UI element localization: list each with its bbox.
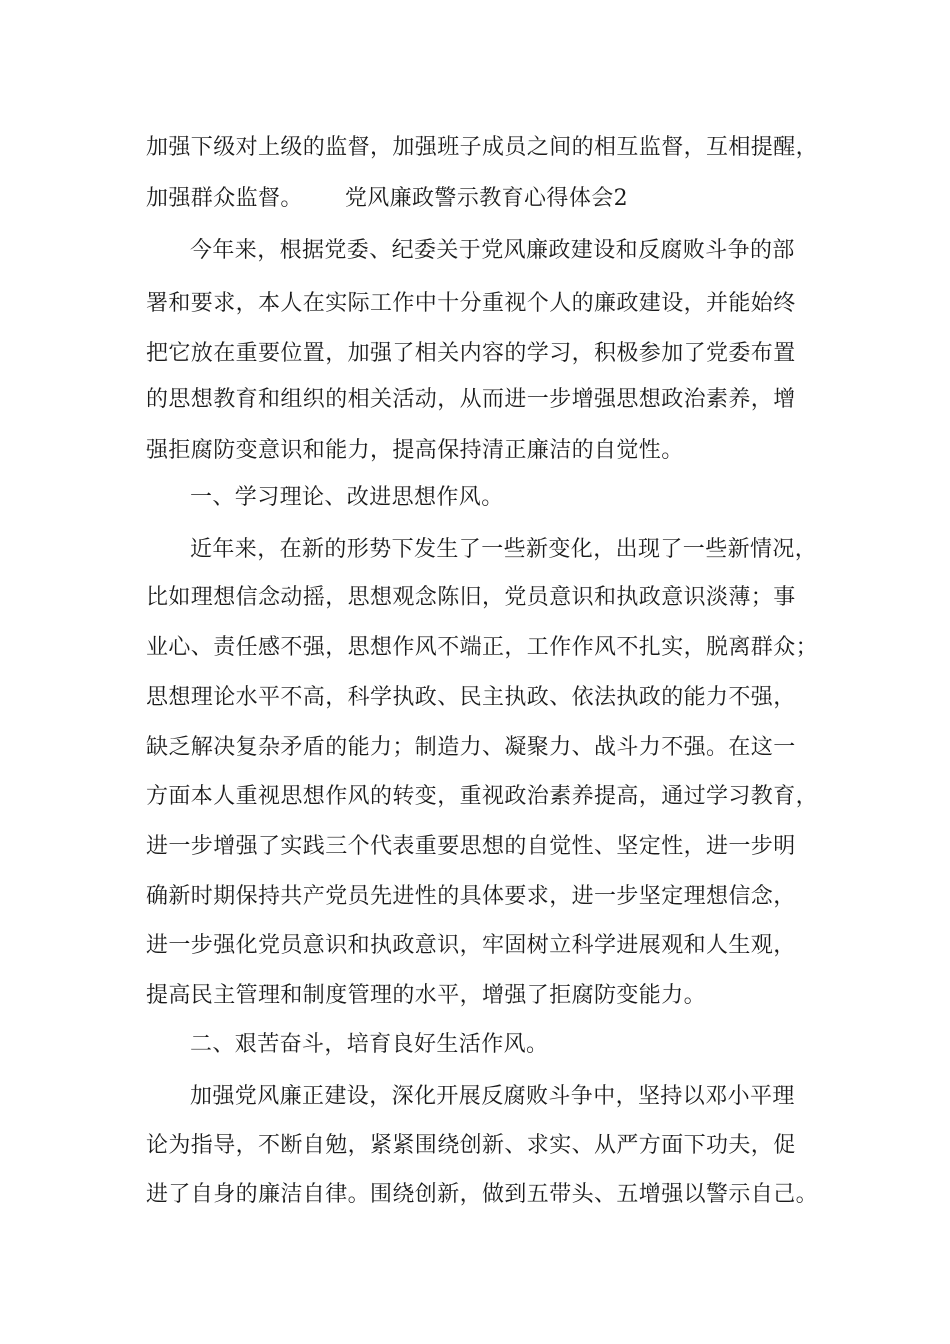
text-line-17: 进一步强化党员意识和执政意识，牢固树立科学进展观和人生观， [146, 933, 796, 958]
text-line-3: 今年来，根据党委、纪委关于党风廉政建设和反腐败斗争的部 [190, 238, 795, 263]
text-line-1: 加强下级对上级的监督，加强班子成员之间的相互监督，互相提醒， [146, 135, 819, 160]
text-line-10: 比如理想信念动摇，思想观念陈旧，党员意识和执政意识淡薄；事 [146, 585, 796, 610]
text-line-11: 业心、责任感不强，思想作风不端正，工作作风不扎实，脱离群众； [146, 635, 819, 660]
heading-two: 二、艰苦奋斗，培育良好生活作风。 [190, 1032, 549, 1057]
text-line-16: 确新时期保持共产党员先进性的具体要求，进一步坚定理想信念， [146, 884, 796, 909]
text-line-2 [146, 184, 628, 214]
heading-one: 一、学习理论、改进思想作风。 [190, 485, 504, 510]
text-line-9: 近年来，在新的形势下发生了一些新变化，出现了一些新情况， [190, 537, 818, 562]
text-line-2-end: 加强群众监督。 [146, 186, 303, 211]
text-line-20: 加强党风廉正建设，深化开展反腐败斗争中，坚持以邓小平理 [190, 1084, 795, 1109]
text-line-18: 提高民主管理和制度管理的水平，增强了拒腐防变能力。 [146, 983, 707, 1008]
text-line-12: 思想理论水平不高，科学执政、民主执政、依法执政的能力不强， [146, 685, 796, 710]
text-line-15: 进一步增强了实践三个代表重要思想的自觉性、坚定性，进一步明 [146, 834, 796, 859]
text-line-13: 缺乏解决复杂矛盾的能力；制造力、凝聚力、战斗力不强。在这一 [146, 735, 796, 760]
text-line-21: 论为指导，不断自勉，紧紧围绕创新、求实、从严方面下功夫，促 [146, 1133, 796, 1158]
text-line-14: 方面本人重视思想作风的转变，重视政治素养提高，通过学习教育， [146, 784, 819, 809]
text-line-6: 的思想教育和组织的相关活动，从而进一步增强思想政治素养，增 [146, 387, 796, 412]
text-line-5: 把它放在重要位置，加强了相关内容的学习，积极参加了党委布置 [146, 341, 796, 366]
text-line-4: 署和要求，本人在实际工作中十分重视个人的廉政建设，并能始终 [146, 291, 796, 316]
section-title: 党风廉政警示教育心得体会2 [344, 186, 629, 211]
text-line-22: 进了自身的廉洁自律。围绕创新，做到五带头、五增强以警示自己。 [146, 1182, 819, 1207]
text-line-7: 强拒腐防变意识和能力，提高保持清正廉洁的自觉性。 [146, 438, 684, 463]
